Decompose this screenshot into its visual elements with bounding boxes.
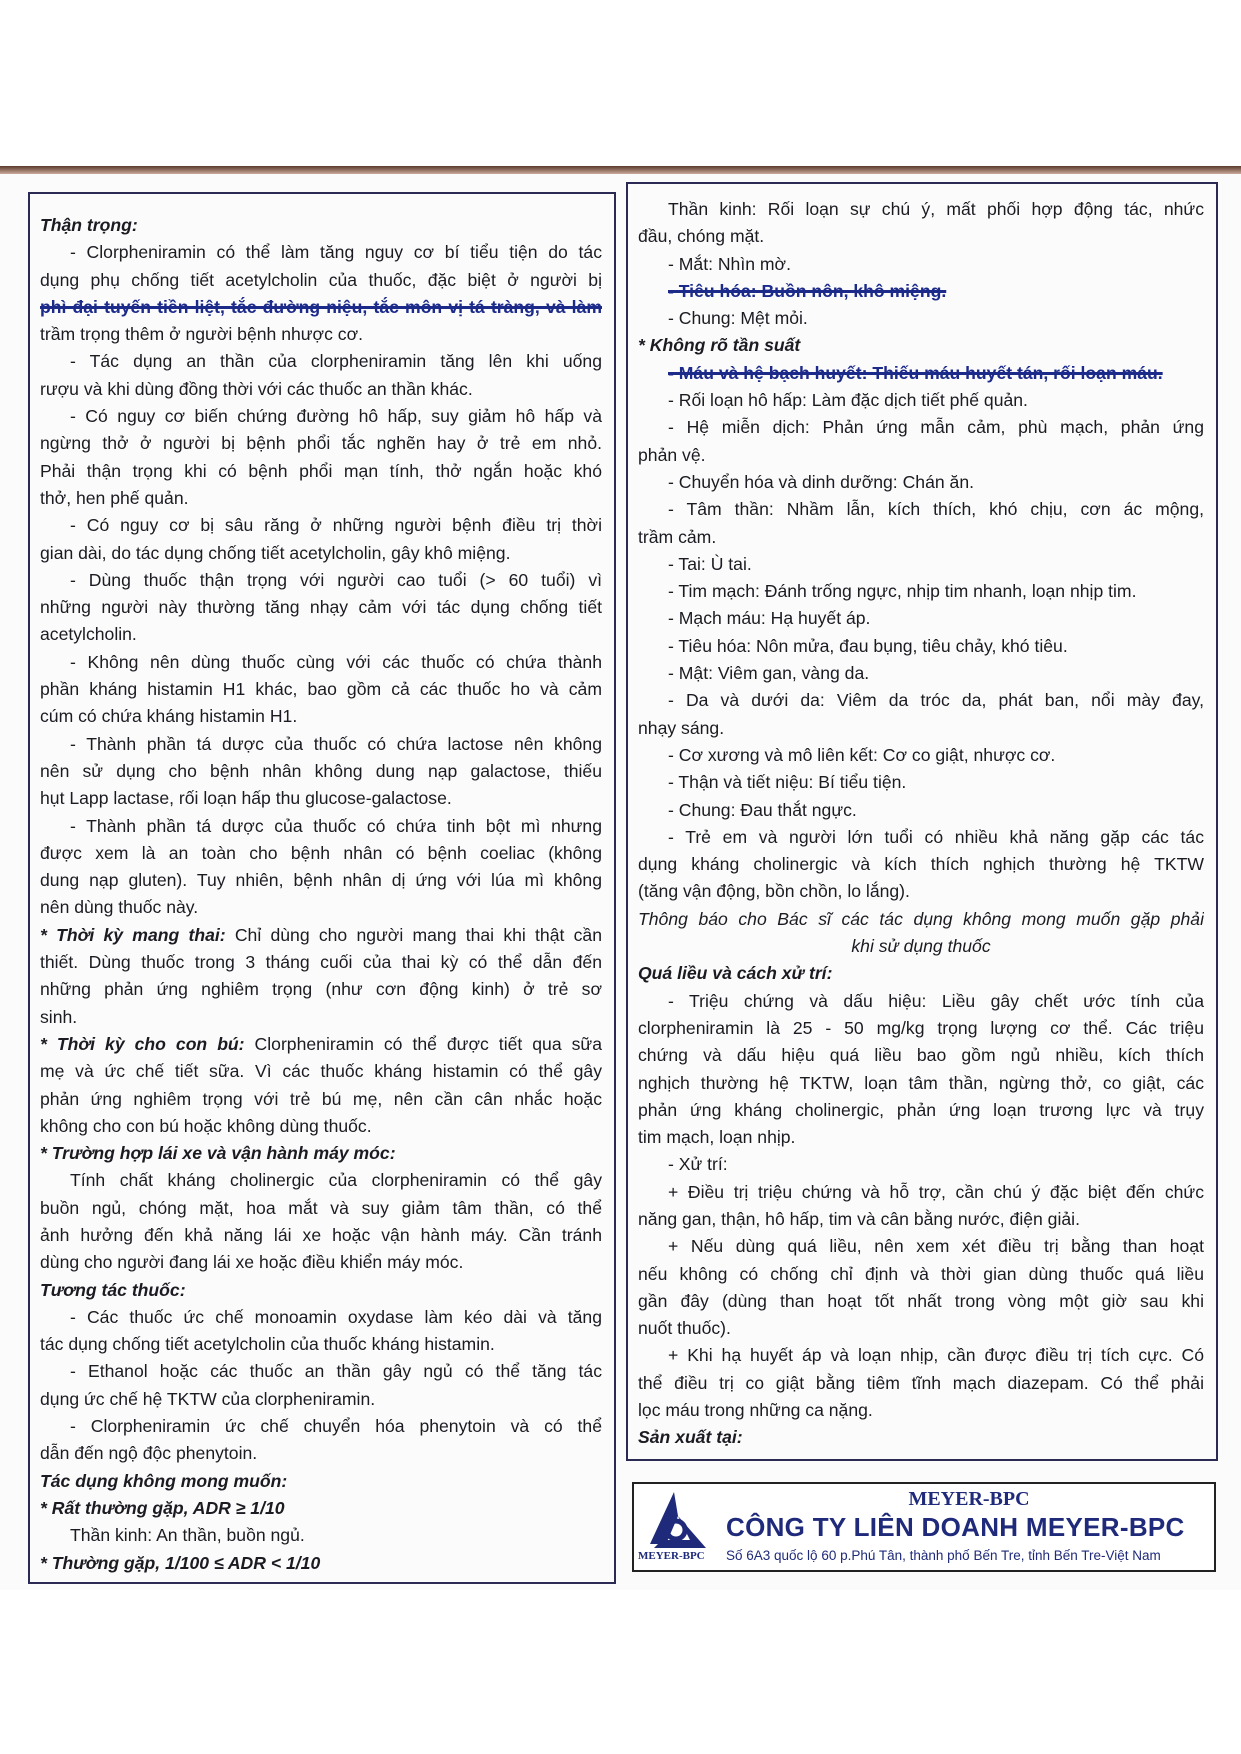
text-line: phản ứng nghiêm trọng với trẻ bú mẹ, nên cần cân nhắc hoặc [40,1088,602,1109]
text-line: cúm có chứa kháng histamin H1. [40,706,298,727]
manufacturer-box [632,1482,1216,1572]
text-line: tác dụng chống tiết acetylcholin của thuốc kháng histamin. [40,1334,495,1355]
text-line: - Tác dụng an thần của clorpheniramin tăng lên khi uống [70,351,602,372]
text-line: clorpheniramin là 25 - 50 mg/kg trọng lượng cơ thể. Các triệu [638,1017,1204,1038]
text-line: - Triệu chứng và dấu hiệu: Liều gây chết ước tính của [668,990,1204,1011]
text-line: - Tiêu hóa: Buồn nôn, khô miệng. [668,280,947,301]
text-line: - Chung: Mệt mỏi. [668,308,808,329]
text-line: nuốt thuốc). [638,1318,731,1339]
text-line: lọc máu trong những ca nặng. [638,1400,873,1421]
text-line: - Cơ xương và mô liên kết: Cơ co giật, nhược cơ. [668,744,1056,765]
text-line: dẫn đến ngộ độc phenytoin. [40,1443,258,1464]
logo-caption: MEYER-BPC [638,1550,705,1562]
text-line: - Mạch máu: Hạ huyết áp. [668,608,871,629]
text-line: - Clorpheniramin có thể làm tăng nguy cơ bí tiểu tiện do tác [70,242,602,263]
meyer-bpc-logo-icon [644,1490,710,1552]
text-line: phì đại tuyến tiền liệt, tắc đường niệu, tắc môn vị tá tràng, và làm [40,296,602,317]
text-line: - Có nguy cơ bị sâu răng ở những người bệnh điều trị thời [70,515,602,536]
left-column-text [40,212,602,1577]
text-line: - Thành phần tá dược của thuốc có chứa tinh bột mì nhưng [70,815,602,836]
text-line: thở, hen phế quản. [40,487,189,508]
text-line: ảnh hưởng đến khả năng lái xe hoặc vận hành máy. Cần tránh [40,1224,602,1245]
text-line: - Chuyển hóa và dinh dưỡng: Chán ăn. [668,471,974,492]
text-line: sinh. [40,1006,78,1027]
text-line [40,1031,602,1058]
text-line: - Thành phần tá dược của thuốc có chứa lactose nên không [70,733,602,754]
text-line: - Mắt: Nhìn mờ. [668,253,791,274]
text-line: năng gan, thận, hô hấp, tim và cân bằng nước, điện giải. [638,1208,1080,1229]
text-line: - Dùng thuốc thận trọng với người cao tuổi (> 60 tuổi) vì [70,569,602,590]
text-line: acetylcholin. [40,624,137,645]
text-line: - Thận và tiết niệu: Bí tiểu tiện. [668,772,907,793]
text-line: nghịch thường hệ TKTW, loạn tâm thần, ngừng thở, co giật, các [638,1072,1204,1093]
text-line: dụng ức chế hệ TKTW của clorpheniramin. [40,1388,376,1409]
text-line: - Có nguy cơ biến chứng đường hô hấp, suy giảm hô hấp và [70,406,602,427]
text-line: - Chung: Đau thắt ngực. [668,799,857,820]
text-line: - Da và dưới da: Viêm da tróc da, phát ban, nổi mày đay, [668,690,1204,711]
text-line: ngừng thở ở người bị bệnh phổi tắc nghẽn hay ở trẻ em nhỏ. [40,433,602,454]
text-line: - Máu và hệ bạch huyết: Thiếu máu huyết tán, rối loạn máu. [668,362,1163,383]
text-line: - Hệ miễn dịch: Phản ứng mẫn cảm, phù mạch, phản ứng [668,417,1204,438]
text-line: gần đây (dùng than hoạt tốt nhất trong vòng một giờ sau khi [638,1290,1204,1311]
company-name: CÔNG TY LIÊN DOANH MEYER-BPC [726,1512,1185,1542]
text-line: Phải thận trọng khi có bệnh phổi mạn tính, thở ngắn hoặc khó [40,460,602,481]
text-line: những người này thường tăng nhạy cảm với tác dụng chống tiết [40,597,602,618]
section-heading: * Không rõ tần suất [638,335,801,356]
right-column-text [638,196,1204,1452]
text-line: nếu không có chống chỉ định và thời gian dùng thuốc quá liều [638,1263,1204,1284]
section-heading: Sản xuất tại: [638,1427,743,1448]
text-line: Thần kinh: An thần, buồn ngủ. [70,1525,305,1546]
text-line: rượu và khi dùng đồng thời với các thuốc an thần khác. [40,378,473,399]
text-line: dung nạp gluten). Tuy nhiên, bệnh nhân dị ứng với lúa mì không [40,870,602,891]
text-line: Thông báo cho Bác sĩ các tác dụng không mong muốn gặp phải [638,908,1204,929]
text-line: - Tim mạch: Đánh trống ngực, nhịp tim nhanh, loạn nhịp tim. [668,581,1137,602]
section-heading: * Trường hợp lái xe và vận hành máy móc: [40,1143,396,1164]
text-line: trầm trọng thêm ở người bệnh nhược cơ. [40,324,363,345]
section-heading: * Thường gặp, 1/100 ≤ ADR < 1/10 [40,1552,321,1573]
inline-heading: * Thời kỳ mang thai: [40,924,226,945]
text-line: Thần kinh: Rối loạn sự chú ý, mất phối hợp động tác, nhức [668,199,1204,219]
text-line: nên sử dụng cho bệnh nhân không dung nạp galactose, thiếu [40,760,602,781]
text-line: không cho con bú hoặc không dùng thuốc. [40,1115,372,1136]
text-line: - Mật: Viêm gan, vàng da. [668,663,870,684]
text-line: - Rối loạn hô hấp: Làm đặc dịch tiết phế quản. [668,390,1028,411]
text-line: - Ethanol hoặc các thuốc an thần gây ngủ có thể tăng tác [70,1361,602,1382]
text-line: gian dài, do tác dụng chống tiết acetylcholin, gây khô miệng. [40,542,511,563]
text-line: nhạy sáng. [638,717,725,738]
section-heading: Quá liều và cách xử trí: [638,963,833,984]
text-line: thể điều trị co giật bằng tiêm tĩnh mạch diazepam. Có thể phải [638,1372,1204,1393]
text-line: - Các thuốc ức chế monoamin oxydase làm kéo dài và tăng [70,1306,602,1327]
text-line: - Không nên dùng thuốc cùng với các thuốc có chứa thành [70,651,602,672]
text-line: nên dùng thuốc này. [40,897,199,918]
text-line: - Tâm thần: Nhầm lẫn, kích thích, khó chịu, cơn ác mộng, [668,499,1204,520]
text-line: + Điều trị triệu chứng và hỗ trợ, cần chú ý đặc biệt đến chức [668,1181,1204,1202]
text-line: phản ứng kháng cholinergic, phản ứng loạn trương lực và trụy [638,1099,1204,1120]
paper-edge [0,166,1241,174]
text-line: hụt Lapp lactase, rối loạn hấp thu glucose-galactose. [40,788,452,809]
brand-name: MEYER-BPC [908,1488,1030,1510]
text-line: mẹ và ức chế tiết sữa. Vì các thuốc kháng histamin có thể gây [40,1061,602,1082]
text-line: phần kháng histamin H1 khác, bao gồm cả các thuốc ho và cảm [40,679,602,700]
text-line: tim mạch, loạn nhịp. [638,1127,796,1148]
text-line: dụng phụ chống tiết acetylcholin của thuốc, đặc biệt ở người bị [40,269,602,290]
text-line: + Nếu dùng quá liều, nên xem xét điều trị bằng than hoạt [668,1236,1204,1257]
section-heading: Tác dụng không mong muốn: [40,1470,288,1491]
text-line: Tính chất kháng cholinergic của clorpheniramin có thể gây [70,1170,602,1191]
right-column [626,182,1218,1461]
text-line: - Clorpheniramin ức chế chuyển hóa phenytoin và có thể [70,1416,602,1437]
text-line: được xem là an toàn cho bệnh nhân có bệnh coeliac (không [40,842,602,863]
inline-text: Clorpheniramin có thể được tiết qua sữa [244,1033,602,1054]
left-column [28,192,616,1584]
text-line: đầu, chóng mặt. [638,226,765,247]
text-line: + Khi hạ huyết áp và loạn nhịp, cần được điều trị tích cực. Có [668,1345,1204,1366]
inline-text: Chỉ dùng cho người mang thai khi thật cần [225,924,602,945]
section-heading: Tương tác thuốc: [40,1279,186,1300]
text-line: chứng và dấu hiệu quá liều bao gồm ngủ nhiều, kích thích [638,1045,1204,1066]
text-line: - Trẻ em và người lớn tuổi có nhiều khả năng gặp các tác [668,826,1204,847]
text-line: phản vệ. [638,444,706,465]
inline-heading: * Thời kỳ cho con bú: [40,1033,245,1054]
text-line: (tăng vận động, bồn chồn, lo lắng). [638,881,910,902]
text-line: dụng kháng cholinergic và kích thích nghịch thường hệ TKTW [638,854,1204,875]
text-line: khi sử dụng thuốc [851,936,991,957]
section-heading: * Rất thường gặp, ADR ≥ 1/10 [40,1497,285,1518]
text-line: dùng cho người đang lái xe hoặc điều khiển máy móc. [40,1252,464,1273]
text-line: - Xử trí: [668,1154,728,1175]
text-line: trầm cảm. [638,526,717,547]
text-line: thiết. Dùng thuốc trong 3 tháng cuối của thai kỳ có thể dẫn đến [40,952,602,973]
section-heading: Thận trọng: [40,215,138,235]
company-address: Số 6A3 quốc lộ 60 p.Phú Tân, thành phố Bến Tre, tỉnh Bến Tre-Việt Nam [726,1548,1161,1563]
text-line: buồn ngủ, chóng mặt, hoa mắt và suy giảm tâm thần, có thể [40,1197,602,1218]
text-line: những phản ứng nghiêm trọng (như cơn động kinh) ở trẻ sơ [40,979,602,1000]
text-line: - Tai: Ù tai. [668,553,752,574]
text-line [40,922,602,949]
text-line: - Tiêu hóa: Nôn mửa, đau bụng, tiêu chảy, khó tiêu. [668,635,1068,656]
